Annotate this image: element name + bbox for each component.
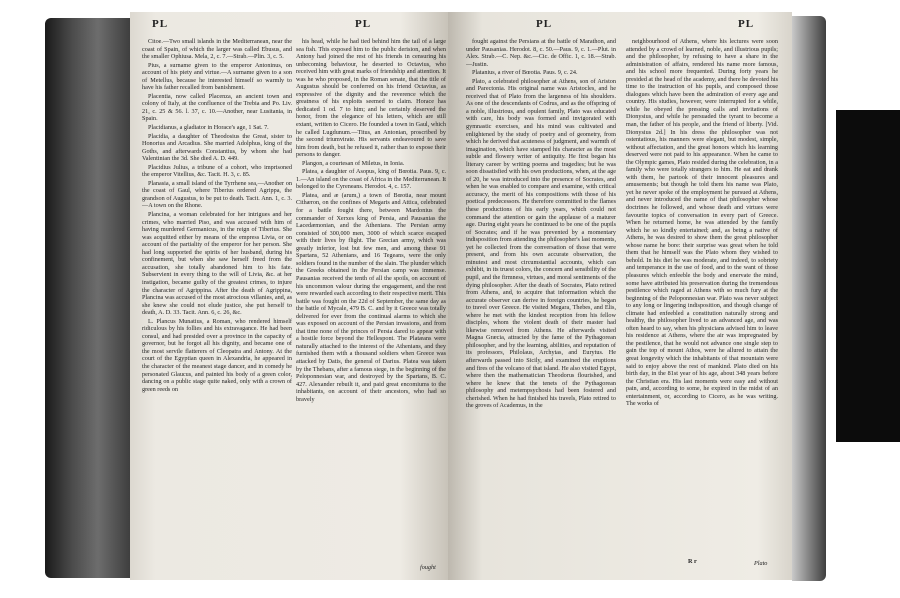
entry: Placentia, now called Placenza, an ancient town and colony of Italy, at the confluence of the Trebia and Po. Liv. 21, c. 25 & 56. l. 37, c. 10.—Another, near Lusitania, in Spain.: [142, 92, 292, 123]
entry: L. Plancus Munatius, a Roman, who rendered himself ridiculous by his follies and his extravagance. He had been consul, and had presided over a province in the capacity of governor, but he forgot all his dignity, and became one of the most servile flatterers of Cleopatra and Antony. At the court of the Egyptian queen in Alexandria, he appeared in the character of the meanest stage dancer, and in comedy he personated Glaucus, and painted his body of a green color, dancing on a public stage quite naked, only with a crown of green reeds on: [142, 317, 292, 393]
entry: Planasia, a small island of the Tyrrhene sea,—Another on the coast of Gaul, where Tiberius ordered Agrippa, the grandson of Augustus, to be put to death. Tacit. Ann. 1, c. 3.—A town on the Rhone.: [142, 179, 292, 210]
entry: fought against the Persians at the battle of Marathon, and under Pausanias. Herodot. 8, c. 50.—Paus. 9, c. 1.—Plut. in Alex. Strab.—C. Nep. &c.—Cic. de Offic. 1, c. 18.—Strab.—Justin.: [466, 38, 616, 68]
left-catchword: fought: [420, 564, 436, 571]
left-column-2: [296, 38, 446, 568]
right-column-2: [626, 38, 778, 568]
entry: Placidius Julius, a tribune of a cohort, who imprisoned the emperor Vitellius, &c. Tacit. H. 3, c. 85.: [142, 163, 292, 179]
left-page-header: [130, 18, 448, 36]
book-right-edge: [792, 16, 826, 581]
entry: Platea, and æ (arum,) a town of Bœotia, near mount Cithæron, on the confines of Megaris and Attica, celebrated for a battle fought there, between Mardonius the commander of Xerxes king of Persia, and Pausanias the Lacedæmonian, and the Athenians. The Persian army consisted of 300,000 men, 3000 of which scarce escaped with their lives by flight. The Grecian army, which was greatly inferior, lost but few men, and among these 91 Spartans, 52 Athenians, and 16 Tegeans, were the only soldiers found in the number of the slain. The plunder which the Greeks obtained in the Persian camp was immense. Pausanias received the tenth of all the spoils, on account of his uncommon valour during the engagement, and the rest were rewarded each according to their respective merit. This battle was fought on the 22d of September, the same day as the battle of Mycale, 479 B. C. and by it Greece was totally delivered for ever from the continual alarms to which she was exposed on account of the Persian invasions, and from that time none of the princes of Persia dared to appear with a hostile force beyond the Hellespont. The Platæans were naturally attached to the interest of the Athenians, and they furnished them with a thousand soldiers when Greece was attacked by Datis, the general of Darius. Platea was taken by the Thebans, after a famous siege, in the beginning of the Peloponnesian war, and destroyed by the Spartans, B. C. 427. Alexander rebuilt it, and paid great encomiums to the inhabitants, on account of their ancestors, who had so bravely: [296, 191, 446, 403]
right-catchword: Plato: [754, 560, 768, 567]
right-running-head-center: PL: [536, 18, 553, 30]
left-running-head: PL: [152, 18, 169, 30]
entry: Placidianus, a gladiator in Horace's age, 1 Sat. 7.: [148, 124, 269, 132]
right-running-head: PL: [738, 18, 755, 30]
entry: Citoe.—Two small islands in the Mediterranean, near the coast of Spain, of which the larger was called Ebusus, and the smaller Ophiusa. Mela, 2, c. 7.—Strab.—Plin. 3, c. 5.: [142, 38, 292, 61]
entry: Plato, a celebrated philosopher at Athens, son of Ariston and Parectonia. His original name was Aristocles, and he received that of Plato from the largeness of his shoulders. As one of the descendants of Codrus, and as the offspring of a noble, illustrious, and opulent family, Plato was educated with care, his body was formed and invigorated with gymnastic exercises, and his mind was cultivated and enlightened by the study of poetry and of geometry, from which he derived that acuteness of judgment, and warmth of imagination, which have stamped his character as the most subtle and flowery writer of antiquity. He first began his literary career by writing poems and tragedies; but he was soon dissatisfied with his own productions, when, at the age of 20, he was introduced into the presence of Socrates, and when he was enabled to compare and examine, with critical accuracy, the merit of his compositions with those of his poetical predecessors. He therefore committed to the flames these productions of his early years, which could not command the attention or gain the applause of a maturer age. During eight years he continued to be one of the pupils of Socrates; and if he was prevented by a momentary indisposition from attending the philosopher's last moments, yet he collected from the conversation of those that were present, and from his own accurate observation, the minutest and most circumstantial accounts, which can exhibit, in its truest colors, the concern and sensibility of the pupil, and the firmness, virtues, and moral sentiments of the dying philosopher. After the death of Socrates, Plato retired from Athens, and, to acquire that information which the accurate observer can derive in foreign countries, he began to travel over Greece. He visited Megara, Thebes, and Elis, where he met with the kindest reception from his fellow disciples, whom the violent death of their master had likewise removed from Athens. He afterwards visited Magna Græcia, attracted by the fame of the Pythagorean philosopher, and by the learning, abilities, and reputation of its professors, Philolaus, Archytas, and Eurytus. He afterwards passed into Sicily, and examined the eruptions and fires of the volcano of that island. He also visited Egypt, where then the mathematician Theodorus flourished, and where he knew that the tenets of the Pythagorean philosophy and metempsychosis had been fostered and cherished. When he had finished his travels, Plato retired to the groves of Academus, in the: [466, 77, 616, 410]
entry: Platanius, a river of Bœotia. Paus. 9, c. 24.: [472, 69, 578, 77]
background-slab: [836, 110, 900, 442]
entry: his head, while he had tied behind him the tail of a large sea fish. This exposed him to the public derision, and when Antony had joined the rest of his friends in censuring his unbecoming behaviour, he deserted to Octavius, who received him with great marks of friendship and attention. It was he who proposed, in the Roman senate, that the title of Augustus should be conferred on his friend Octavius, as expressive of the dignity and the reverence which the greatness of his exploits seemed to claim. Horace has dedicated 1 od. 7 to him; and he certainly deserved the honor, from the elegance of his letters, which are still extant, written to Cicero. He founded a town in Gaul, which he called Lugdunum.—Titus, an Antonian, proscribed by the second triumvirate. His servants endeavoured to save him from death, but he refused it, rather than to expose their persons to danger.: [296, 38, 446, 159]
left-column-1: [142, 38, 292, 568]
left-page: [130, 12, 449, 580]
left-running-head-center: PL: [355, 18, 372, 30]
entry: neighbourhood of Athens, where his lectures were soon attended by a crowd of learned, noble, and illustrious pupils; and the philosopher, by refusing to have a share in the administration of affairs, rendered his name more famous, and his school more frequented. During forty years he presided at the head of the academy, and there he devoted his time to the instruction of his pupils, and composed those dialogues which have been the admiration of every age and country. His studies, however, were interrupted for a while, while he obeyed the pressing calls and invitations of Dionysius, and while he persuaded the tyrant to become a man, the father of his people, and the friend of liberty. [Vid. Dionysius 2d.] In his dress the philosopher was not ostentatious, his manners were elegant, but modest, simple, without affectation, and the great honors which his learning deserved were not paid to his appearance. When he came to the Olympic games, Plato resided during the celebration, in a family who were totally strangers to him. He eat and drank with them, he partook of their innocent pleasures and amusements; but though he told them his name was Plato, yet he never spoke of the employment he pursued at Athens, and never introduced the name of that philosopher whose doctrines he followed, and whose death and virtues were favourite topics of conversation in every part of Greece. When he returned home, he was attended by the family which he so kindly entertained; and, as being a native of Athens, he was desired to show them the great philosopher whose name he bore: their surprise was great when he told them that he himself was the Plato whom they wished to behold. In his diet he was moderate, and indeed, to sobriety and temperance in the use of food, and to the want of those pleasures which enfeeble the body and enervate the mind, some have attributed his preservation during the tremendous pestilence which raged at Athens with so much fury at the beginning of the Peloponnesian war. Plato was never subject to any long or lingering indisposition, and though change of climate had enfeebled a constitution naturally strong and healthy, the philosopher lived to an advanced age, and was often heard to say, when his physicians advised him to leave his residence at Athens, where the air was impregnated by the pestilence, that he would not advance one single step to gain the top of mount Athos, were he allured to attain the great longevity which the inhabitants of that mountain were said to enjoy above the rest of mankind. Plato died on his birth day, in the 81st year of his age, about 348 years before the Christian era. His last moments were easy and without pain, and, according to some, he expired in the midst of an entertainment, or, according to Cicero, as he was writing. The works of: [626, 38, 778, 408]
right-page-header: [448, 18, 792, 36]
signature-mark: R r: [688, 558, 697, 565]
right-column-1: [466, 38, 616, 568]
entry: Plancina, a woman celebrated for her intrigues and her crimes, who married Piso, and was accused with him of having murdered Germanicus, in the reign of Tiberius. She was acquitted either by means of the empress Livia, or on account of the partiality of the emperor for her person. She had long supported the spirits of her husband, during his confinement, but when she saw herself freed from the accusation, she totally abandoned him to his fate. Subservient in every thing to the will of Livia, &c. at her instigation, became guilty of the greatest crimes, to injure the character of Agrippina. After the death of Agrippina, Plancina was accused of the most atrocious villanies, and, as she knew she could not elude justice, she put herself to death, A. D. 33. Tacit. Ann. 6, c. 26, &c.: [142, 211, 292, 317]
entry: Platea, a daughter of Asopus, king of Bœotia. Paus. 9, c. 1.—An island on the coast of Africa in the Mediterranean. It belonged to the Cyreneans. Herodot. 4, c. 157.: [296, 168, 446, 191]
entry: Placidia, a daughter of Theodosius the Great, sister to Honorius and Arcadius. She married Adolphus, king of the Goths, and afterwards Constantius, by whom she had Valentinian the 3d. She died A. D. 449.: [142, 132, 292, 163]
entry: Pius, a surname given to the emperor Antoninus, on account of his piety and virtue.—A surname given to a son of Metellus, because he interested himself so warmly to have his father recalled from banishment.: [142, 61, 292, 92]
book-left-edge: [45, 18, 133, 578]
entry: Plangon, a courtesan of Miletus, in Ionia.: [302, 159, 405, 167]
right-page: [448, 12, 792, 580]
